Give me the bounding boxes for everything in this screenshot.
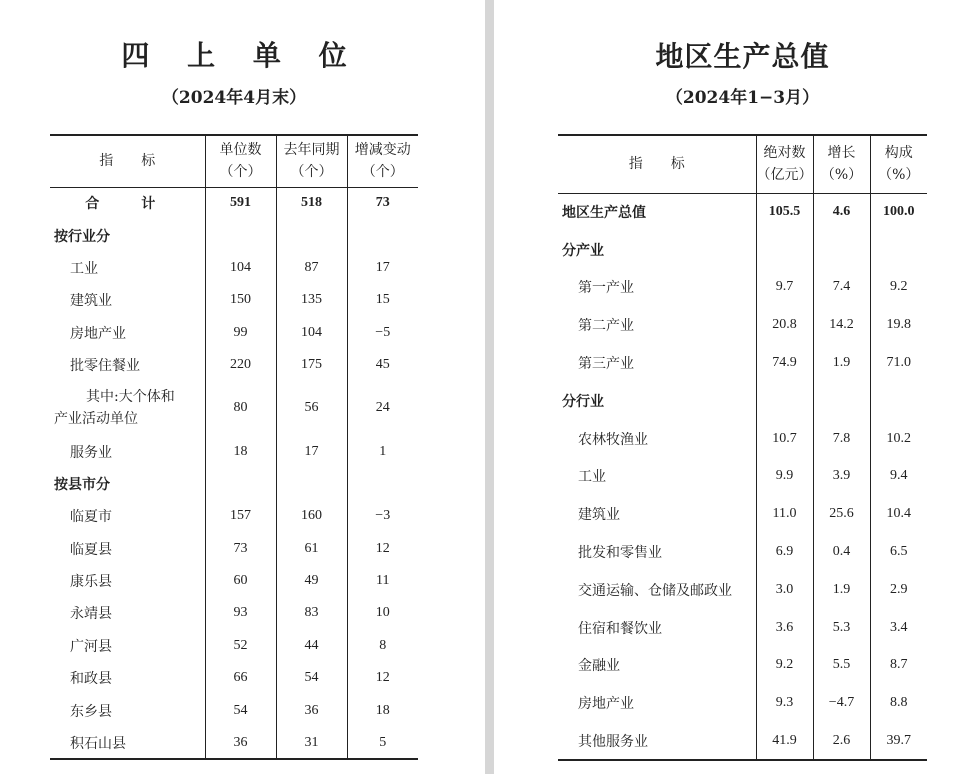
table-row bbox=[50, 349, 418, 381]
left-subtitle: （2024年4月末） bbox=[161, 88, 307, 108]
header-growth bbox=[813, 135, 870, 193]
cell-value: 7.4 bbox=[813, 269, 870, 307]
left-table bbox=[50, 134, 418, 760]
cell-value: 2.9 bbox=[870, 571, 927, 609]
cell-value: 150 bbox=[205, 284, 276, 316]
cell-value: 2.6 bbox=[813, 722, 870, 760]
row-label: 东乡县 bbox=[70, 703, 112, 720]
right-table bbox=[558, 134, 927, 761]
cell-value: 3.0 bbox=[756, 571, 813, 609]
row-label: 临夏县 bbox=[70, 541, 112, 558]
cell-value: 66 bbox=[205, 662, 276, 694]
header-composition bbox=[870, 135, 927, 193]
table-section-row bbox=[50, 219, 418, 251]
table-row bbox=[50, 252, 418, 284]
cell-value: 41.9 bbox=[756, 722, 813, 760]
cell-value: 14.2 bbox=[813, 306, 870, 344]
row-label bbox=[50, 381, 205, 435]
cell-value: 36 bbox=[276, 694, 347, 726]
table-row bbox=[558, 420, 927, 458]
row-label: 第三产业 bbox=[578, 356, 634, 373]
row-label: 第二产业 bbox=[578, 318, 634, 335]
cell-value: 18 bbox=[347, 694, 418, 726]
cell-value: 10.7 bbox=[756, 420, 813, 458]
cell-value: 25.6 bbox=[813, 495, 870, 533]
cell-value: 5.3 bbox=[813, 609, 870, 647]
table-row bbox=[50, 381, 418, 435]
row-label: 住宿和餐饮业 bbox=[578, 620, 662, 637]
cell-value: 54 bbox=[205, 694, 276, 726]
table-row bbox=[558, 344, 927, 382]
table-row-total bbox=[558, 193, 927, 231]
cell-value: 105.5 bbox=[756, 193, 813, 231]
cell-value: 9.3 bbox=[756, 684, 813, 722]
table-row bbox=[50, 435, 418, 467]
header-line: 增减变动 bbox=[354, 142, 411, 159]
row-label: 金融业 bbox=[578, 658, 620, 675]
cell-value: 83 bbox=[276, 597, 347, 629]
cell-value: 1.9 bbox=[813, 571, 870, 609]
cell-value: 4.6 bbox=[813, 193, 870, 231]
header-absolute bbox=[756, 135, 813, 193]
table-row bbox=[558, 684, 927, 722]
cell-value: 18 bbox=[205, 435, 276, 467]
row-label: 农林牧渔业 bbox=[578, 431, 648, 448]
table-row bbox=[50, 662, 418, 694]
header-line: （个） bbox=[219, 164, 262, 181]
cell-value: 10.2 bbox=[870, 420, 927, 458]
header-line: （%） bbox=[878, 167, 920, 184]
row-label: 工业 bbox=[578, 469, 606, 486]
cell-value: 104 bbox=[276, 317, 347, 349]
cell-value: 175 bbox=[276, 349, 347, 381]
table-row bbox=[558, 306, 927, 344]
right-subtitle: （2024年1−3月） bbox=[665, 88, 820, 108]
table-row bbox=[558, 722, 927, 760]
page-gutter bbox=[485, 0, 494, 774]
cell-value: 10.4 bbox=[870, 495, 927, 533]
table-header-row bbox=[558, 135, 927, 193]
cell-value: 8.7 bbox=[870, 647, 927, 685]
table-row bbox=[50, 533, 418, 565]
row-label: 永靖县 bbox=[70, 606, 112, 623]
table-row bbox=[558, 571, 927, 609]
cell-value: 17 bbox=[347, 252, 418, 284]
cell-value: 74.9 bbox=[756, 344, 813, 382]
table-row bbox=[558, 609, 927, 647]
cell-value: 49 bbox=[276, 565, 347, 597]
table-row bbox=[50, 727, 418, 759]
cell-value: 157 bbox=[205, 500, 276, 532]
row-label: 积石山县 bbox=[70, 735, 126, 752]
cell-value: 87 bbox=[276, 252, 347, 284]
cell-value: 11 bbox=[347, 565, 418, 597]
table-section-row bbox=[558, 231, 927, 269]
cell-value: 73 bbox=[205, 533, 276, 565]
header-line: （个） bbox=[290, 164, 333, 181]
cell-value: 3.4 bbox=[870, 609, 927, 647]
cell-value: 20.8 bbox=[756, 306, 813, 344]
row-label: 批零住餐业 bbox=[70, 358, 140, 375]
cell-value: 8 bbox=[347, 630, 418, 662]
section-label: 按县市分 bbox=[54, 476, 110, 493]
row-label: 合 计 bbox=[85, 196, 170, 213]
table-row bbox=[558, 647, 927, 685]
cell-value: −3 bbox=[347, 500, 418, 532]
cell-value: 100.0 bbox=[870, 193, 927, 231]
row-label-line: 产业活动单位 bbox=[54, 411, 138, 428]
cell-value: 9.2 bbox=[870, 269, 927, 307]
cell-value: 44 bbox=[276, 630, 347, 662]
cell-value: 56 bbox=[276, 381, 347, 435]
header-line: 构成 bbox=[884, 145, 913, 162]
cell-value: 135 bbox=[276, 284, 347, 316]
row-label: 地区生产总值 bbox=[562, 205, 646, 222]
cell-value: 31 bbox=[276, 727, 347, 759]
row-label: 建筑业 bbox=[578, 507, 620, 524]
cell-value: 54 bbox=[276, 662, 347, 694]
cell-value: 39.7 bbox=[870, 722, 927, 760]
table-row bbox=[50, 500, 418, 532]
cell-value: 0.4 bbox=[813, 533, 870, 571]
right-title: 地区生产总值 bbox=[655, 40, 830, 73]
table-section-row bbox=[558, 382, 927, 420]
table-row bbox=[50, 630, 418, 662]
table-row bbox=[50, 284, 418, 316]
cell-value: 19.8 bbox=[870, 306, 927, 344]
cell-value: 36 bbox=[205, 727, 276, 759]
row-label: 交通运输、仓储及邮政业 bbox=[578, 582, 732, 599]
table-section-row bbox=[50, 468, 418, 500]
table-row bbox=[558, 495, 927, 533]
table-row bbox=[558, 458, 927, 496]
cell-value: −5 bbox=[347, 317, 418, 349]
cell-value: 9.7 bbox=[756, 269, 813, 307]
header-line: （%） bbox=[820, 167, 863, 184]
header-last-year bbox=[276, 135, 347, 187]
header-line: （亿元） bbox=[756, 167, 813, 184]
cell-value: 17 bbox=[276, 435, 347, 467]
table-row bbox=[50, 317, 418, 349]
cell-value: 52 bbox=[205, 630, 276, 662]
cell-value: 5 bbox=[347, 727, 418, 759]
cell-value: 73 bbox=[347, 187, 418, 219]
cell-value: 9.4 bbox=[870, 458, 927, 496]
cell-value: 15 bbox=[347, 284, 418, 316]
cell-value: 71.0 bbox=[870, 344, 927, 382]
table-row bbox=[50, 597, 418, 629]
row-label: 批发和零售业 bbox=[578, 545, 662, 562]
cell-value: 99 bbox=[205, 317, 276, 349]
cell-value: 8.8 bbox=[870, 684, 927, 722]
header-line: 增长 bbox=[827, 145, 856, 162]
cell-value: 591 bbox=[205, 187, 276, 219]
cell-value: 104 bbox=[205, 252, 276, 284]
section-label: 按行业分 bbox=[54, 228, 110, 245]
cell-value: 7.8 bbox=[813, 420, 870, 458]
cell-value: 12 bbox=[347, 662, 418, 694]
header-change bbox=[347, 135, 418, 187]
row-label: 房地产业 bbox=[70, 325, 126, 342]
cell-value: 93 bbox=[205, 597, 276, 629]
header-line: （个） bbox=[361, 164, 404, 181]
cell-value: 6.5 bbox=[870, 533, 927, 571]
row-label: 和政县 bbox=[70, 671, 112, 688]
cell-value: 9.2 bbox=[756, 647, 813, 685]
cell-value: 5.5 bbox=[813, 647, 870, 685]
header-line: 去年同期 bbox=[283, 142, 340, 159]
row-label: 工业 bbox=[70, 260, 98, 277]
cell-value: 11.0 bbox=[756, 495, 813, 533]
row-label: 房地产业 bbox=[578, 696, 634, 713]
cell-value: 1.9 bbox=[813, 344, 870, 382]
cell-value: 3.9 bbox=[813, 458, 870, 496]
section-label: 分行业 bbox=[562, 393, 604, 410]
cell-value: 518 bbox=[276, 187, 347, 219]
row-label: 临夏市 bbox=[70, 509, 112, 526]
table-header-row bbox=[50, 135, 418, 187]
cell-value: 80 bbox=[205, 381, 276, 435]
header-indicator: 指 标 bbox=[558, 135, 756, 193]
cell-value: 12 bbox=[347, 533, 418, 565]
cell-value: 160 bbox=[276, 500, 347, 532]
table-row bbox=[50, 565, 418, 597]
cell-value: 9.9 bbox=[756, 458, 813, 496]
row-label: 建筑业 bbox=[70, 293, 112, 310]
header-unit-count bbox=[205, 135, 276, 187]
row-label: 广河县 bbox=[70, 638, 112, 655]
cell-value: 10 bbox=[347, 597, 418, 629]
cell-value: 3.6 bbox=[756, 609, 813, 647]
section-label: 分产业 bbox=[562, 242, 604, 259]
cell-value: 45 bbox=[347, 349, 418, 381]
cell-value: −4.7 bbox=[813, 684, 870, 722]
row-label: 康乐县 bbox=[70, 574, 112, 591]
row-label: 第一产业 bbox=[578, 280, 634, 297]
row-label: 服务业 bbox=[70, 444, 112, 461]
table-row-total bbox=[50, 187, 418, 219]
header-line: 绝对数 bbox=[763, 145, 806, 162]
cell-value: 6.9 bbox=[756, 533, 813, 571]
cell-value: 60 bbox=[205, 565, 276, 597]
header-line: 单位数 bbox=[219, 142, 262, 159]
table-row bbox=[50, 694, 418, 726]
cell-value: 61 bbox=[276, 533, 347, 565]
row-label: 其他服务业 bbox=[578, 733, 648, 750]
cell-value: 220 bbox=[205, 349, 276, 381]
cell-value: 1 bbox=[347, 435, 418, 467]
row-label-line: 其中:大个体和 bbox=[86, 389, 175, 406]
header-indicator: 指 标 bbox=[50, 135, 205, 187]
left-title: 四 上 单 位 bbox=[121, 39, 361, 72]
cell-value: 24 bbox=[347, 381, 418, 435]
table-row bbox=[558, 533, 927, 571]
table-row bbox=[558, 269, 927, 307]
